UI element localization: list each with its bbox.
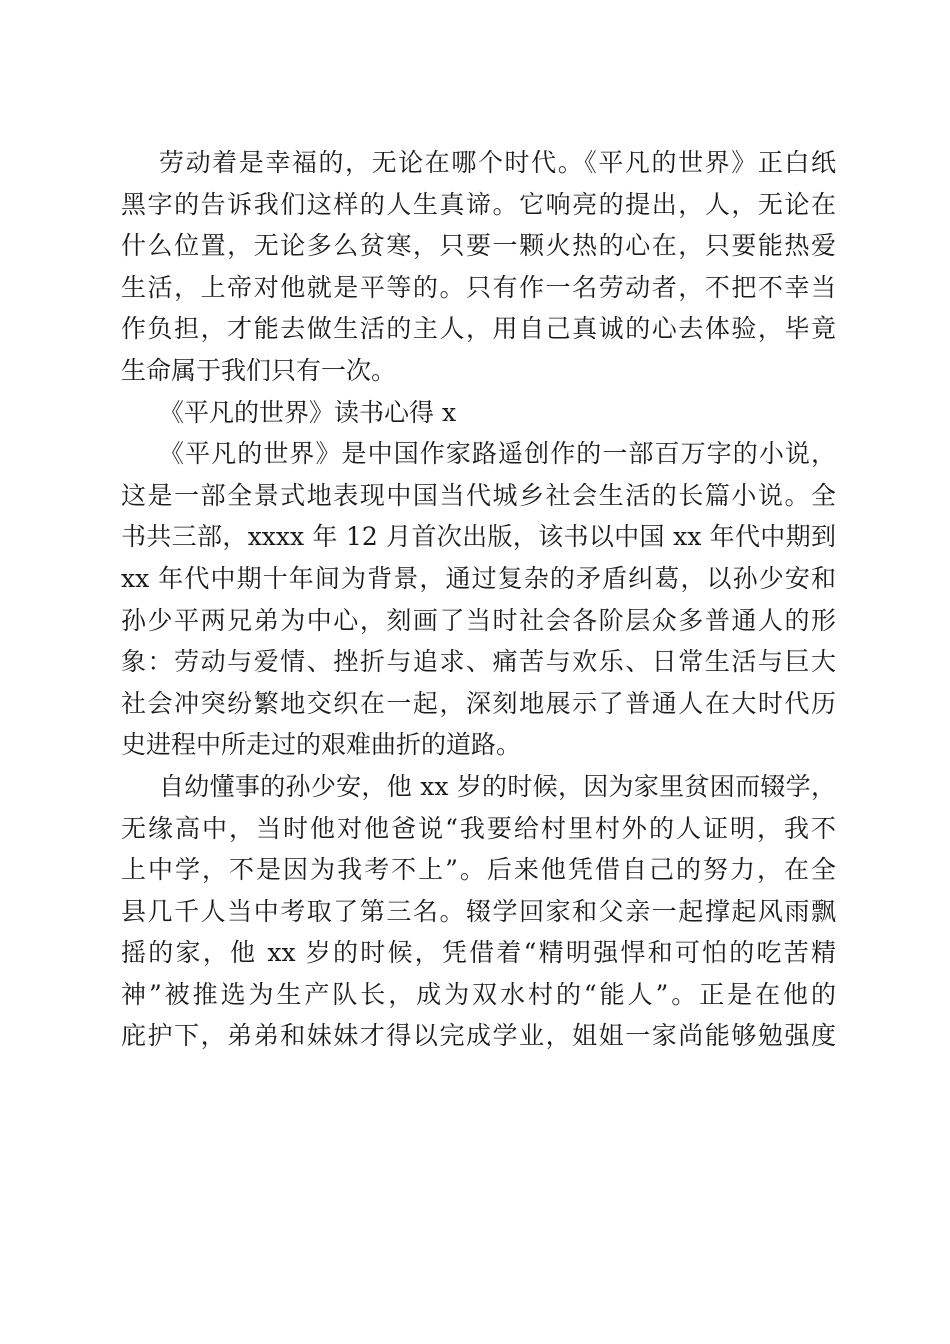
paragraph-4-line-3: 上中学，不是因为我考不上”。后来他凭借自己的努力，在全 <box>121 855 836 885</box>
section-heading: 《平凡的世界》读书心得 x <box>159 397 457 427</box>
paragraph-3-line-6: 象：劳动与爱情、挫折与追求、痛苦与欢乐、日常生活与巨大 <box>121 647 836 677</box>
paragraph-1-line-4: 生活，上帝对他就是平等的。只有作一名劳动者，不把不幸当 <box>121 272 836 302</box>
paragraph-3-line-2: 这是一部全景式地表现中国当代城乡社会生活的长篇小说。全 <box>121 480 836 510</box>
paragraph-3-line-8: 史进程中所走过的艰难曲折的道路。 <box>121 730 522 760</box>
paragraph-3-line-1: 《平凡的世界》是中国作家路遥创作的一部百万字的小说， <box>159 439 836 469</box>
paragraph-1-line-6: 生命属于我们只有一次。 <box>121 355 397 385</box>
paragraph-4-line-1: 自幼懂事的孙少安，他 xx 岁的时候，因为家里贫困而辍学， <box>159 771 836 801</box>
paragraph-4-line-7: 庇护下，弟弟和妹妹才得以完成学业，姐姐一家尚能够勉强度 <box>121 1021 836 1051</box>
paragraph-4-line-2: 无缘高中，当时他对他爸说“我要给村里村外的人证明，我不 <box>121 813 836 843</box>
paragraph-1-line-3: 什么位置，无论多么贫寒，只要一颗火热的心在，只要能热爱 <box>121 231 836 261</box>
paragraph-3-line-5: 孙少平两兄弟为中心，刻画了当时社会各阶层众多普通人的形 <box>121 605 836 635</box>
paragraph-4-line-6: 神”被推选为生产队长，成为双水村的“能人”。正是在他的 <box>121 979 836 1009</box>
paragraph-1-line-1: 劳动着是幸福的，无论在哪个时代。《平凡的世界》正白纸 <box>159 148 836 177</box>
paragraph-3-line-7: 社会冲突纷繁地交织在一起，深刻地展示了普通人在大时代历 <box>121 688 836 718</box>
paragraph-4-line-5: 摇的家，他 xx 岁的时候，凭借着“精明强悍和可怕的吃苦精 <box>121 938 836 968</box>
paragraph-1-line-2: 黑字的告诉我们这样的人生真谛。它响亮的提出，人，无论在 <box>121 189 836 219</box>
paragraph-4-line-4: 县几千人当中考取了第三名。辍学回家和父亲一起撑起风雨飘 <box>121 896 836 926</box>
paragraph-3-line-4: xx 年代中期十年间为背景，通过复杂的矛盾纠葛，以孙少安和 <box>121 563 836 593</box>
document-body <box>121 142 836 1057</box>
paragraph-3-line-3: 书共三部，xxxx 年 12 月首次出版，该书以中国 xx 年代中期到 <box>121 522 836 552</box>
paragraph-1-line-5: 作负担，才能去做生活的主人，用自己真诚的心去体验，毕竟 <box>121 314 836 344</box>
